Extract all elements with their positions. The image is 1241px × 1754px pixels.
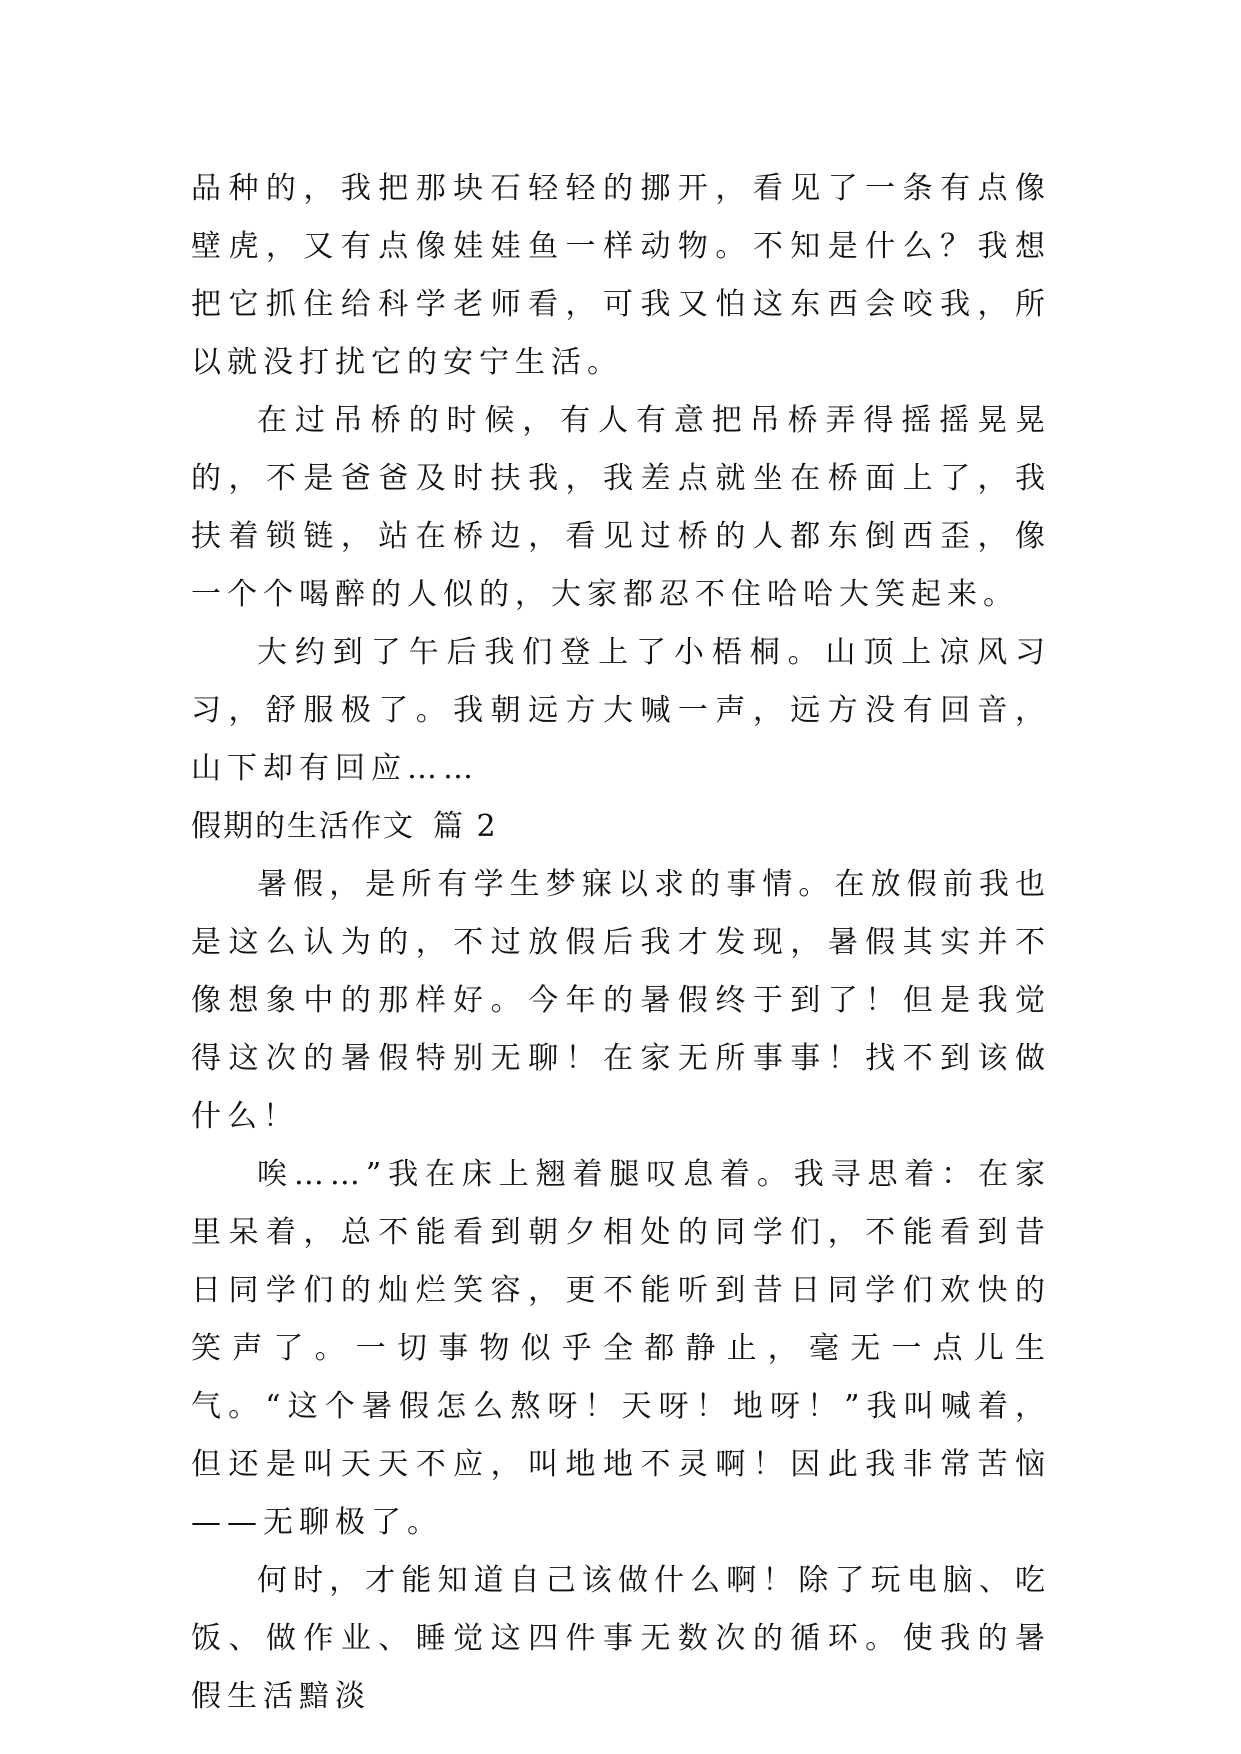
section-heading	[191, 798, 1051, 856]
document-body	[191, 160, 1051, 1726]
paragraph-suspension-bridge: 在过吊桥的时候，有人有意把吊桥弄得摇摇晃晃的，不是爸爸及时扶我，我差点就坐在桥面上了，我扶着锁链，站在桥边，看见过桥的人都东倒西歪，像一个个喝醉的人似的，大家都忍不住哈哈大笑起来。	[191, 403, 1051, 612]
paragraph-summer-intro: 暑假，是所有学生梦寐以求的事情。在放假前我也是这么认为的，不过放假后我才发现，暑假其实并不像想象中的那样好。今年的暑假终于到了！但是我觉得这次的暑假特别无聊！在家无所事事！找不到该做什么！	[191, 867, 1051, 1134]
heading-number: 篇 2	[433, 809, 498, 844]
paragraph-what-to-do: 何时，才能知道自己该做什么啊！除了玩电脑、吃饭、做作业、睡觉这四件事无数次的循环。使我的暑假生活黯淡	[191, 1563, 1051, 1714]
paragraph-mountain-top: 大约到了午后我们登上了小梧桐。山顶上凉风习习，舒服极了。我朝远方大喊一声，远方没有回音，山下却有回应……	[191, 635, 1051, 786]
paragraph-stone-discovery: 品种的，我把那块石轻轻的挪开，看见了一条有点像壁虎，又有点像娃娃鱼一样动物。不知是什么？我想把它抓住给科学老师看，可我又怕这东西会咬我，所以就没打扰它的安宁生活。	[191, 171, 1051, 380]
paragraph-boredom-sigh: 唉……”我在床上翘着腿叹息着。我寻思着：在家里呆着，总不能看到朝夕相处的同学们，不能看到昔日同学们的灿烂笑容，更不能听到昔日同学们欢快的笑声了。一切事物似乎全都静止，毫无一点儿生气。“这个暑假怎么熬呀！天呀！地呀！”我叫喊着，但还是叫天天不应，叫地地不灵啊！因此我非常苦恼——无聊极了。	[191, 1157, 1051, 1540]
heading-title: 假期的生活作文	[191, 809, 415, 844]
